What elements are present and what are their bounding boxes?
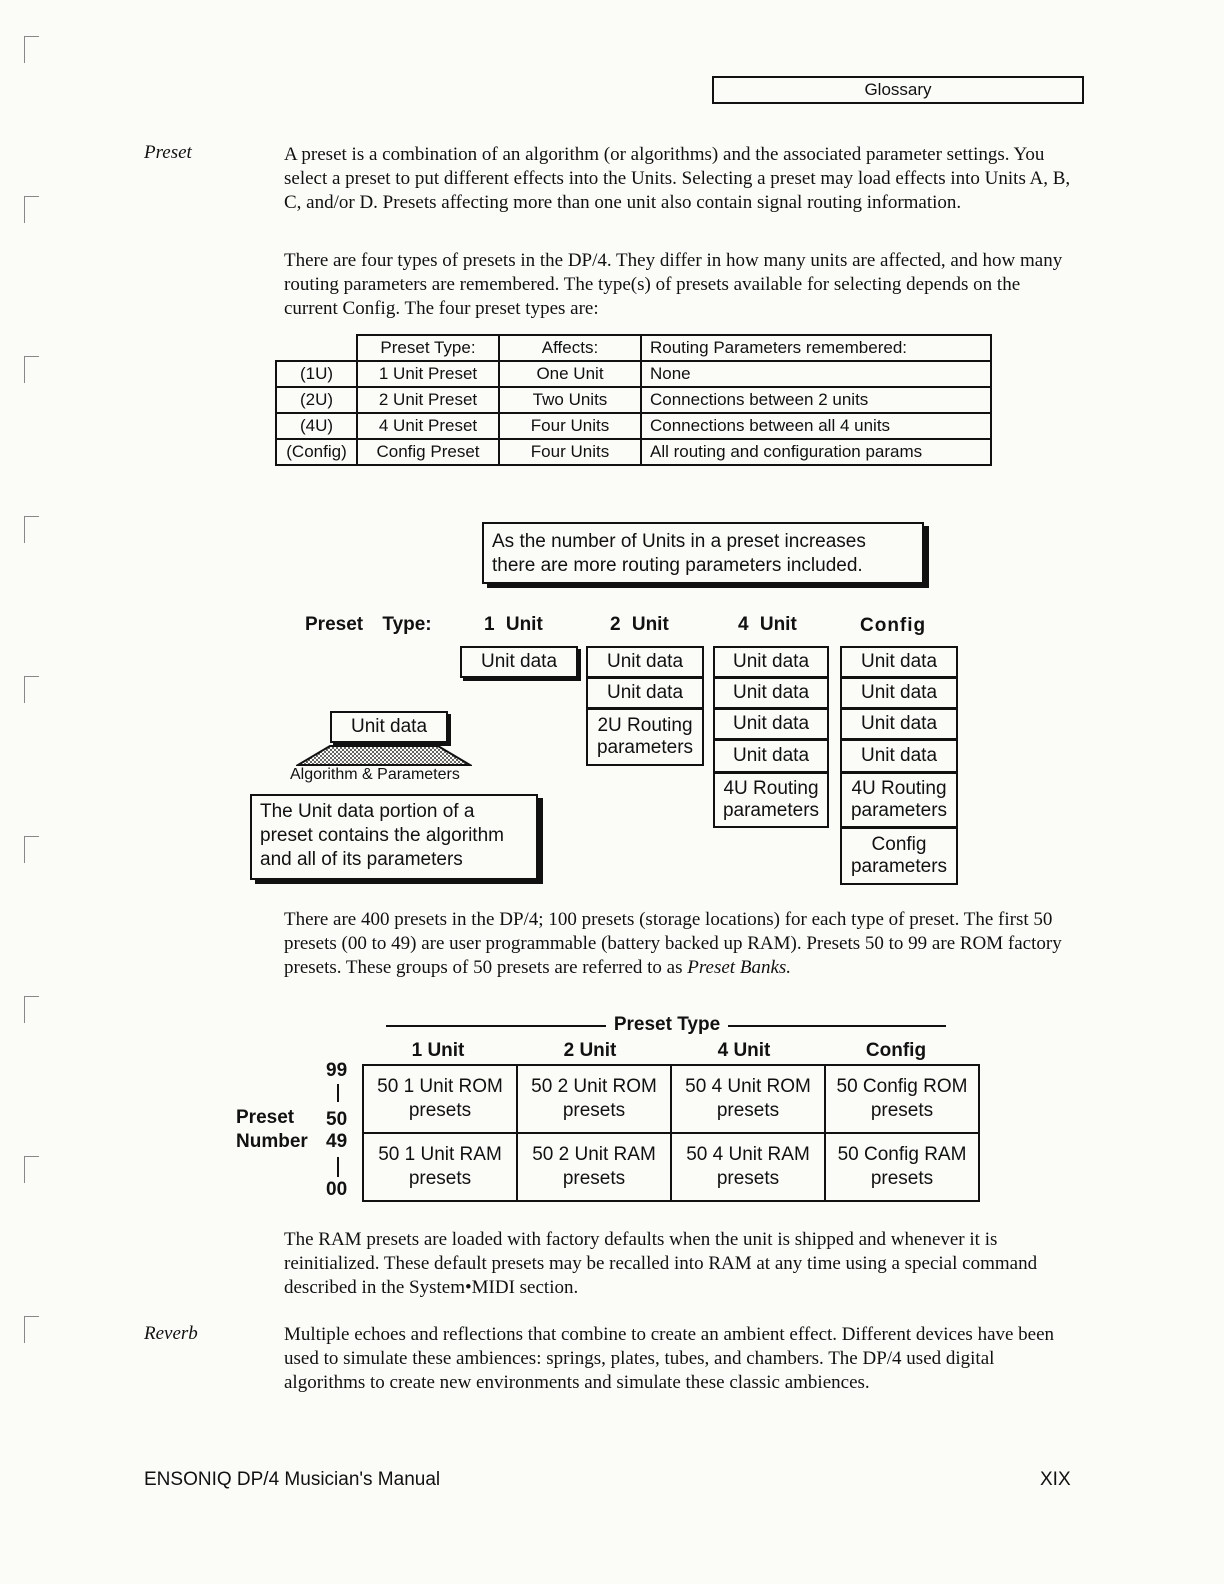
col-label-config: Config <box>860 615 927 636</box>
unit-data-box: Unit data <box>460 646 578 678</box>
row-affects: One Unit <box>499 361 641 387</box>
row-routing: Connections between 2 units <box>641 387 991 413</box>
banks-number-50: 50 <box>326 1109 348 1130</box>
rom-cell: 50 2 Unit ROM presets <box>517 1065 671 1133</box>
row-type: Config Preset <box>357 439 499 465</box>
banks-title: Preset Type <box>613 1014 721 1035</box>
preset-paragraph-1: A preset is a combination of an algorithm (or algorithms) and the associated parameter settings. You select a preset to put different effects into the Units. Selecting a preset may load effects into Units A, B, C, and/or D. Presets affecting more than one unit also contain signal routing information. <box>284 144 1071 213</box>
unit-data-box: Unit data <box>840 646 958 678</box>
row-routing: None <box>641 361 991 387</box>
table-row <box>276 439 991 465</box>
ram-cell: 50 Config RAM presets <box>825 1133 979 1201</box>
col-label-2unit: 2 Unit <box>610 614 669 635</box>
banks-row-label-number: Number <box>236 1131 308 1152</box>
unit-data-box: Unit data <box>840 708 958 740</box>
banks-title-rule-left <box>386 1025 606 1027</box>
row-type: 1 Unit Preset <box>357 361 499 387</box>
unit-data-box: Unit data <box>713 739 829 773</box>
routing-2u-box: 2U Routing parameters <box>586 708 704 766</box>
preset-banks-table <box>362 1064 980 1202</box>
row-type: 4 Unit Preset <box>357 413 499 439</box>
row-code: (1U) <box>276 361 357 387</box>
margin-mark <box>24 356 39 383</box>
preset-paragraph-4: The RAM presets are loaded with factory defaults when the unit is shipped and whenever it is reinitialized. These default presets may be recalled into RAM at any time using a special command described in the System•MIDI section. <box>284 1229 1038 1298</box>
diagram-row-label: Preset Type: <box>305 614 432 635</box>
table-row <box>276 387 991 413</box>
header-affects: Affects: <box>499 335 641 361</box>
row-type: 2 Unit Preset <box>357 387 499 413</box>
table-header-row <box>276 335 991 361</box>
algorithm-wedge-icon <box>296 743 472 767</box>
header-routing: Routing Parameters remembered: <box>641 335 991 361</box>
table-row <box>276 413 991 439</box>
footer-title: ENSONIQ DP/4 Musician's Manual <box>144 1469 441 1490</box>
margin-mark <box>24 1316 39 1343</box>
row-routing: All routing and configuration params <box>641 439 991 465</box>
header-preset-type: Preset Type: <box>357 335 499 361</box>
ram-cell: 50 1 Unit RAM presets <box>363 1133 517 1201</box>
margin-mark <box>24 676 39 703</box>
table-row <box>276 361 991 387</box>
row-affects: Four Units <box>499 439 641 465</box>
banks-col-config: Config <box>865 1040 927 1061</box>
preset-paragraph-3-text: There are 400 presets in the DP/4; 100 presets (storage locations) for each type of preset. The first 50 presets (00 to 49) are user programmable (battery backed up RAM). Presets 50 to 99 are ROM factory presets. These groups of 50 presets are referred to as <box>284 909 1062 978</box>
row-affects: Four Units <box>499 413 641 439</box>
banks-number-99: 99 <box>326 1060 348 1081</box>
margin-mark <box>24 996 39 1023</box>
margin-mark <box>24 836 39 863</box>
routing-4u-box: 4U Routing parameters <box>840 772 958 828</box>
callout-unit-data: The Unit data portion of a preset contains the algorithm and all of its parameters <box>250 794 538 880</box>
table-row <box>363 1133 979 1201</box>
banks-col-1unit: 1 Unit <box>411 1040 465 1061</box>
banks-title-rule-right <box>728 1025 946 1027</box>
config-params-box: Config parameters <box>840 827 958 885</box>
callout-units-routing: As the number of Units in a preset increases there are more routing parameters included. <box>482 522 924 584</box>
row-routing: Connections between all 4 units <box>641 413 991 439</box>
rom-cell: 50 Config ROM presets <box>825 1065 979 1133</box>
banks-range-bar <box>337 1084 339 1102</box>
row-affects: Two Units <box>499 387 641 413</box>
margin-mark <box>24 1156 39 1183</box>
unit-data-illustration: Unit data <box>330 711 448 743</box>
rom-cell: 50 1 Unit ROM presets <box>363 1065 517 1133</box>
section-header: Glossary <box>712 76 1084 104</box>
row-code: (Config) <box>276 439 357 465</box>
preset-paragraph-3 <box>284 908 1074 980</box>
preset-types-table <box>275 334 992 466</box>
col-label-4unit: 4 Unit <box>738 614 797 635</box>
row-code: (2U) <box>276 387 357 413</box>
algorithm-label: Algorithm & Parameters <box>290 766 460 783</box>
margin-mark <box>24 516 39 543</box>
ram-cell: 50 2 Unit RAM presets <box>517 1133 671 1201</box>
unit-data-box: Unit data <box>713 646 829 678</box>
col-label-1unit: 1 Unit <box>484 614 543 635</box>
banks-range-bar <box>337 1157 339 1177</box>
term-preset: Preset <box>144 142 192 163</box>
margin-mark <box>24 196 39 223</box>
routing-4u-box: 4U Routing parameters <box>713 772 829 828</box>
row-code: (4U) <box>276 413 357 439</box>
reverb-paragraph: Multiple echoes and reflections that combine to create an ambient effect. Different devices have been used to simulate these ambiences: springs, plates, tubes, and chambers. The DP/4 used digital algorithms to create new environments and simulate these classic ambiences. <box>284 1324 1055 1393</box>
preset-paragraph-2: There are four types of presets in the DP/4. They differ in how many units are affected, and how many routing parameters are remembered. The type(s) of presets available for selecting depends on the current Config. The four preset types are: <box>284 250 1063 319</box>
unit-data-box: Unit data <box>713 708 829 740</box>
rom-cell: 50 4 Unit ROM presets <box>671 1065 825 1133</box>
term-reverb: Reverb <box>144 1323 198 1344</box>
banks-number-00: 00 <box>326 1179 348 1200</box>
unit-data-box: Unit data <box>713 677 829 709</box>
banks-col-2unit: 2 Unit <box>563 1040 617 1061</box>
unit-data-box: Unit data <box>586 677 704 709</box>
banks-number-49: 49 <box>326 1131 348 1152</box>
margin-mark <box>24 36 39 63</box>
preset-banks-term: Preset Banks. <box>687 957 792 978</box>
page-number: XIX <box>1040 1469 1071 1490</box>
unit-data-box: Unit data <box>840 677 958 709</box>
unit-data-box: Unit data <box>586 646 704 678</box>
ram-cell: 50 4 Unit RAM presets <box>671 1133 825 1201</box>
banks-row-label-preset: Preset <box>236 1107 295 1128</box>
table-row <box>363 1065 979 1133</box>
banks-col-4unit: 4 Unit <box>717 1040 771 1061</box>
unit-data-box: Unit data <box>840 739 958 773</box>
